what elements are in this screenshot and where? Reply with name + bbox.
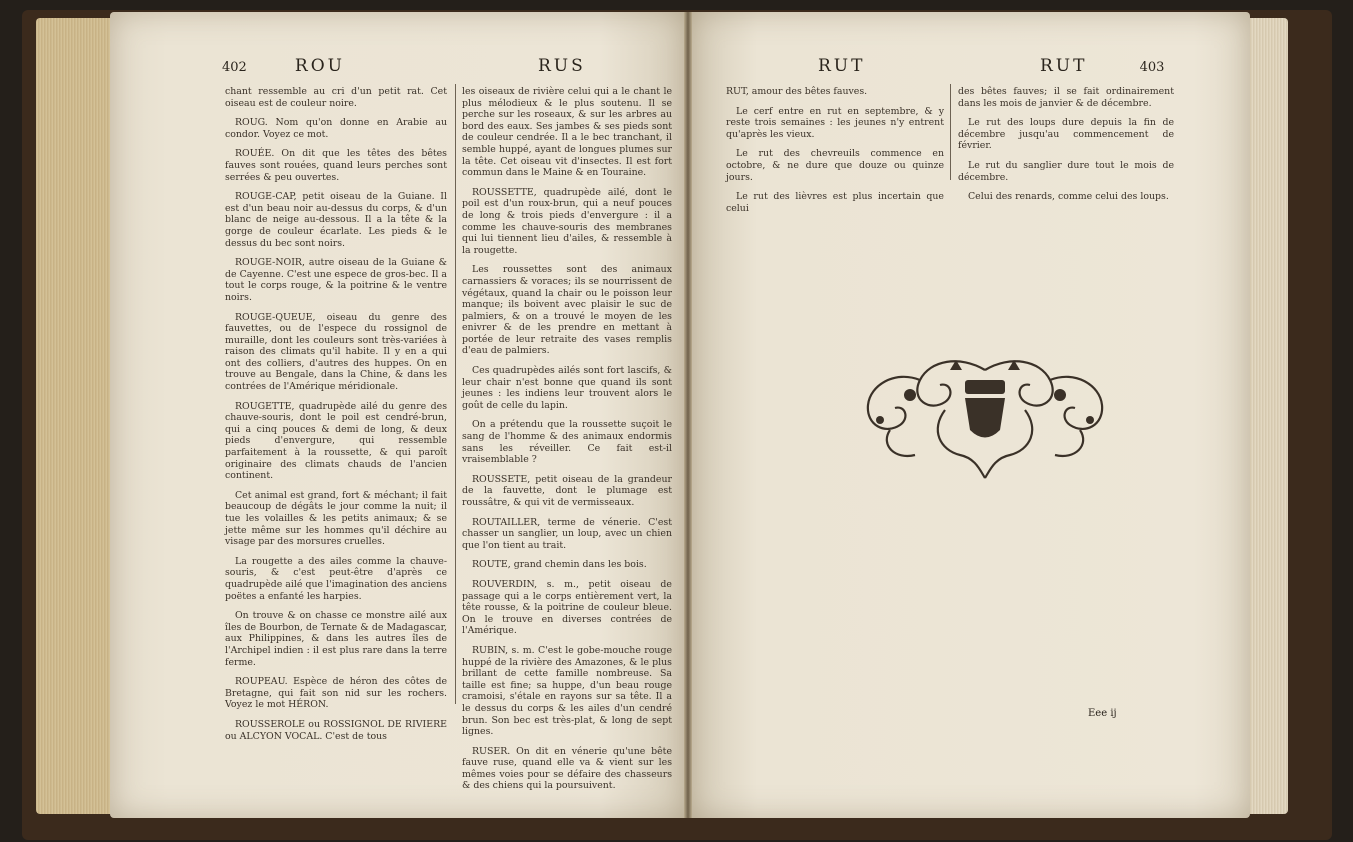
left-running-head-2: [538, 56, 586, 76]
page-number-left: 402: [222, 60, 247, 75]
left-page-column-2: [462, 86, 672, 800]
entry-paragraph: ROUGE-QUEUE, oiseau du genre des fauvettes, ou de l'espece du rossignol de muraille, dont les couleurs sont très-variées à raison des climats qu'il habite. Il y en a qui ont des colliers, d'autres des huppes. On en trouve au Bengale, dans la Chine, & dans les contrées de l'Amérique méridionale.: [225, 311, 447, 393]
entry-paragraph: On a prétendu que la roussette suçoit le sang de l'homme & des animaux endormis sans les réveiller. Ce fait est-il vraisemblable ?: [462, 419, 672, 466]
entry-paragraph: ROUÉE. On dit que les têtes des bêtes fauves sont rouées, quand leurs perches sont serrées & peu ouvertes.: [225, 148, 447, 183]
entry-paragraph: Le rut des chevreuils commence en octobre, & ne dure que douze ou quinze jours.: [726, 148, 944, 183]
entry-paragraph: ROUSSEROLE ou ROSSIGNOL DE RIVIERE ou ALCYON VOCAL. C'est de tous: [225, 718, 447, 742]
entry-paragraph: ROUSSETTE, quadrupède ailé, dont le poil est d'un roux-brun, qui a neuf pouces de long & trois pieds d'envergure : il a comme les chauve-souris des membranes qui lui tiennent lieu d'ailes, & ressemble à la rougette.: [462, 186, 672, 256]
entry-paragraph: Les roussettes sont des animaux carnassiers & voraces; ils se nourrissent de végétaux, quand la chair ou le poisson leur manque; ils boivent avec plaisir le suc de palmiers, & on a trouvé le moyen de les enivrer & de les prendre en mettant à portée de leur retraite des vases remplis d'eau de palmiers.: [462, 264, 672, 357]
entry-paragraph: RUT, amour des bêtes fauves.: [726, 86, 868, 97]
entry-paragraph: Le rut des loups dure depuis la fin de décembre jusqu'au commencement de février.: [958, 117, 1174, 152]
column-rule-left: [455, 84, 456, 704]
right-page-edges: [1248, 18, 1288, 814]
right-head-word-1: RUT: [818, 56, 866, 76]
left-running-head: [222, 56, 345, 76]
right-head-word-2: RUT: [1040, 56, 1088, 76]
printers-ornament: [850, 350, 1120, 480]
left-page-edges: [36, 18, 114, 814]
entry-paragraph: ROUTAILLER, terme de vénerie. C'est chasser un sanglier, un loup, avec un chien que l'on tient au trait.: [462, 516, 672, 551]
right-running-head-2: [1040, 56, 1164, 76]
left-head-word-1: ROU: [294, 56, 345, 76]
right-page-column-1: [726, 86, 944, 222]
entry-paragraph: Cet animal est grand, fort & méchant; il fait beaucoup de dégâts le jour comme la nuit; il tue les volailles & les petits animaux; & se jette même sur les hommes qu'il déchire au visage par des morsures cruelles.: [225, 489, 447, 548]
signature-mark: Eee ij: [1088, 708, 1117, 719]
entry-paragraph: RUSER. On dit en vénerie qu'une bête fauve ruse, quand elle va & vient sur les mêmes voies pour se défaire des chasseurs & des chiens qui la poursuivent.: [462, 745, 672, 792]
column-rule-right: [950, 84, 951, 180]
entry-paragraph: chant ressemble au cri d'un petit rat. Cet oiseau est de couleur noire.: [225, 86, 447, 109]
entry-paragraph: ROUGETTE, quadrupède ailé du genre des chauve-souris, dont le poil est cendré-brun, qui a cinq pouces & demi de long, & deux pieds d'envergure, qui ressemble parfaitement à la roussette, & qui paroît originaire des climats chauds de l'ancien continent.: [225, 400, 447, 482]
page-number-right: 403: [1139, 60, 1165, 75]
entry-paragraph: Ces quadrupèdes ailés sont fort lascifs, & leur chair n'est bonne que quand ils sont jeunes : les indiens leur trouvent alors le goût de celle du lapin.: [462, 365, 672, 411]
left-page-column-1: [225, 86, 447, 750]
entry-paragraph: Celui des renards, comme celui des loups.: [968, 191, 1169, 203]
right-page-column-2: [958, 86, 1174, 211]
entry-paragraph: ROUTE, grand chemin dans les bois.: [472, 559, 647, 571]
entry-paragraph: ROUGE-NOIR, autre oiseau de la Guiane & de Cayenne. C'est une espece de gros-bec. Il a tout le corps rouge, & la poitrine & le ventre noirs.: [225, 257, 447, 303]
entry-paragraph: Le cerf entre en rut en septembre, & y reste trois semaines : les jeunes n'y entrent qu'après les vieux.: [726, 105, 944, 140]
entry-paragraph: Le rut des lièvres est plus incertain que celui: [726, 191, 944, 214]
entry-paragraph: ROUPEAU. Espèce de héron des côtes de Bretagne, qui fait son nid sur les rochers. Voyez le mot HÉRON.: [225, 676, 447, 711]
entry-paragraph: ROUVERDIN, s. m., petit oiseau de passage qui a le corps entièrement vert, la tête rousse, & la poitrine de couleur bleue. On le trouve en diverses contrées de l'Amérique.: [462, 578, 672, 637]
entry-paragraph: ROUGE-CAP, petit oiseau de la Guiane. Il est d'un beau noir au-dessus du corps, & d'un blanc de neige au-dessous. Il a la tête & la gorge de couleur écarlate. Les pieds & le dessus du bec sont noirs.: [225, 191, 447, 249]
entry-paragraph: RUBIN, s. m. C'est le gobe-mouche rouge huppé de la rivière des Amazones, & le plus brillant de cette famille nombreuse. Sa taille est fine; sa huppe, d'un beau rouge cramoisi, s'étale en rayons sur sa tête. Il a le dessus du corps & les ailes d'un cendré brun. Son bec est très-plat, & long de sept lignes.: [462, 644, 672, 738]
entry-paragraph: ROUG. Nom qu'on donne en Arabie au condor. Voyez ce mot.: [225, 117, 447, 140]
entry-paragraph: On trouve & on chasse ce monstre ailé aux îles de Bourbon, de Ternate & de Madagascar, aux Philippines, & dans les autres îles de l'Archipel indien : il est plus rare dans la terre ferme.: [225, 610, 447, 668]
entry-paragraph: La rougette a des ailes comme la chauve-souris, & c'est peut-être d'après ce quadrupède ailé que l'imagination des anciens poëtes a enfanté les harpies.: [225, 555, 447, 602]
entry-paragraph: ROUSSETE, petit oiseau de la grandeur de la fauvette, dont le plumage est roussâtre, & qui vit de vermisseaux.: [462, 473, 672, 508]
entry-paragraph: les oiseaux de rivière celui qui a le chant le plus mélodieux & le plus soutenu. Il se perche sur les roseaux, & sur les arbres au bord des eaux. Ses jambes & ses pieds sont de couleur cendrée. Il a le bec tranchant, il semble huppé, ayant de longues plumes sur la tête. Cet oiseau vit d'insectes. Il est fort commun dans le Maine & en Touraine.: [462, 86, 672, 179]
left-head-word-2: RUS: [538, 56, 586, 76]
book-gutter: [684, 12, 692, 818]
right-running-head: [818, 56, 865, 76]
entry-paragraph: Le rut du sanglier dure tout le mois de décembre.: [958, 159, 1174, 183]
entry-paragraph: des bêtes fauves; il se fait ordinairement dans les mois de janvier & de décembre.: [958, 86, 1174, 109]
